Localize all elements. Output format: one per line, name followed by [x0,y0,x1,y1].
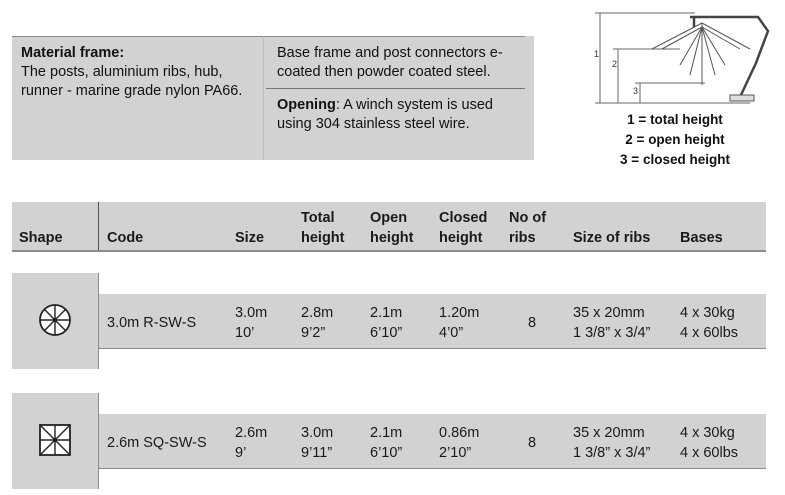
row-1-bases-imperial: 4 x 60lbs [680,325,739,341]
header-closed-line1: Closed [439,210,488,226]
row-2-bottom-rule [99,468,766,469]
header-closed-height [439,208,487,248]
row-1-ribs: 8 [528,315,537,331]
header-code: Code [107,230,144,246]
row-1-ribs-imperial: 1 3/8” x 3/4” [573,325,651,341]
header-size: Size [235,230,265,246]
header-shape-separator [98,202,99,251]
row-2-ribs-metric: 35 x 20mm [573,425,645,441]
row-2-closed-imperial: 2’10” [439,445,472,461]
row-1-size-imperial: 10’ [235,325,255,341]
opening-description: : A winch system is used using 304 stainless steel wire. [277,97,493,132]
row-1-bottom-rule [99,348,766,349]
square-canopy-icon [38,423,72,457]
header-open-line2: height [370,230,414,246]
row-2-ribs: 8 [528,435,537,451]
header-total-line1: Total [301,210,335,226]
row-2-ribs-imperial: 1 3/8” x 3/4” [573,445,651,461]
row-1-closed-height [439,303,479,343]
opening-text [277,96,527,134]
header-open-height [370,208,414,248]
header-bottom-rule [12,250,766,252]
row-2-closed-metric: 0.86m [439,425,480,441]
row-1-bases-metric: 4 x 30kg [680,305,735,321]
material-frame-text: The posts, aluminium ribs, hub, runner - marine grade nylon PA66. [21,64,243,99]
header-ribs-line2: ribs [509,230,536,246]
header-total-line2: height [301,230,345,246]
row-2-bases-metric: 4 x 30kg [680,425,735,441]
header-size-of-ribs: Size of ribs [573,230,651,246]
row-2-size-imperial: 9’ [235,445,247,461]
opening-label: Opening [277,97,336,113]
row-1-open-height [370,303,402,343]
info-column-divider [263,36,264,160]
row-2-open-height [370,423,402,463]
header-ribs-line1: No of [509,210,547,226]
row-2-size-metric: 2.6m [235,425,268,441]
legend-closed-height: 3 = closed height [620,152,730,167]
diagram-marker-2: 2 [612,59,618,69]
row-2-code: 2.6m SQ-SW-S [107,435,207,451]
row-1-size [235,303,267,343]
row-1-total-imperial: 9’2” [301,325,326,341]
base-frame-text: Base frame and post connectors e-coated then powder coated steel. [277,45,503,80]
row-2-size [235,423,267,463]
row-2-closed-height [439,423,479,463]
row-2-open-metric: 2.1m [370,425,403,441]
round-canopy-icon [38,303,72,337]
header-shape: Shape [19,230,63,246]
row-2-open-imperial: 6’10” [370,445,403,461]
diagram-marker-3: 3 [633,86,639,96]
row-2-total-metric: 3.0m [301,425,334,441]
table-row [99,294,766,349]
header-open-line1: Open [370,210,408,226]
row-1-size-of-ribs [573,303,650,343]
info-top-rule [12,36,525,37]
row-1-open-imperial: 6’10” [370,325,403,341]
row-1-open-metric: 2.1m [370,305,403,321]
info-middle-rule [266,88,525,89]
legend-open-height: 2 = open height [625,132,725,147]
row-1-code: 3.0m R-SW-S [107,315,197,331]
row-1-closed-metric: 1.20m [439,305,480,321]
diagram-marker-1: 1 [594,49,600,59]
row-1-total-metric: 2.8m [301,305,334,321]
header-closed-line2: height [439,230,483,246]
row-1-bases [680,303,738,343]
row-1-ribs-metric: 35 x 20mm [573,305,645,321]
row-2-bases-imperial: 4 x 60lbs [680,445,739,461]
header-total-height [301,208,345,248]
row-2-total-height [301,423,333,463]
cantilever-umbrella-diagram [590,5,780,110]
material-frame-label: Material frame: [21,45,125,61]
header-bases: Bases [680,230,723,246]
header-ribs [509,208,546,248]
row-2-size-of-ribs [573,423,650,463]
row-1-total-height [301,303,333,343]
row-1-size-metric: 3.0m [235,305,268,321]
row-1-closed-imperial: 4’0” [439,325,464,341]
row-2-bases [680,423,738,463]
legend-total-height: 1 = total height [627,112,723,127]
row-2-total-imperial: 9’11” [301,445,333,461]
